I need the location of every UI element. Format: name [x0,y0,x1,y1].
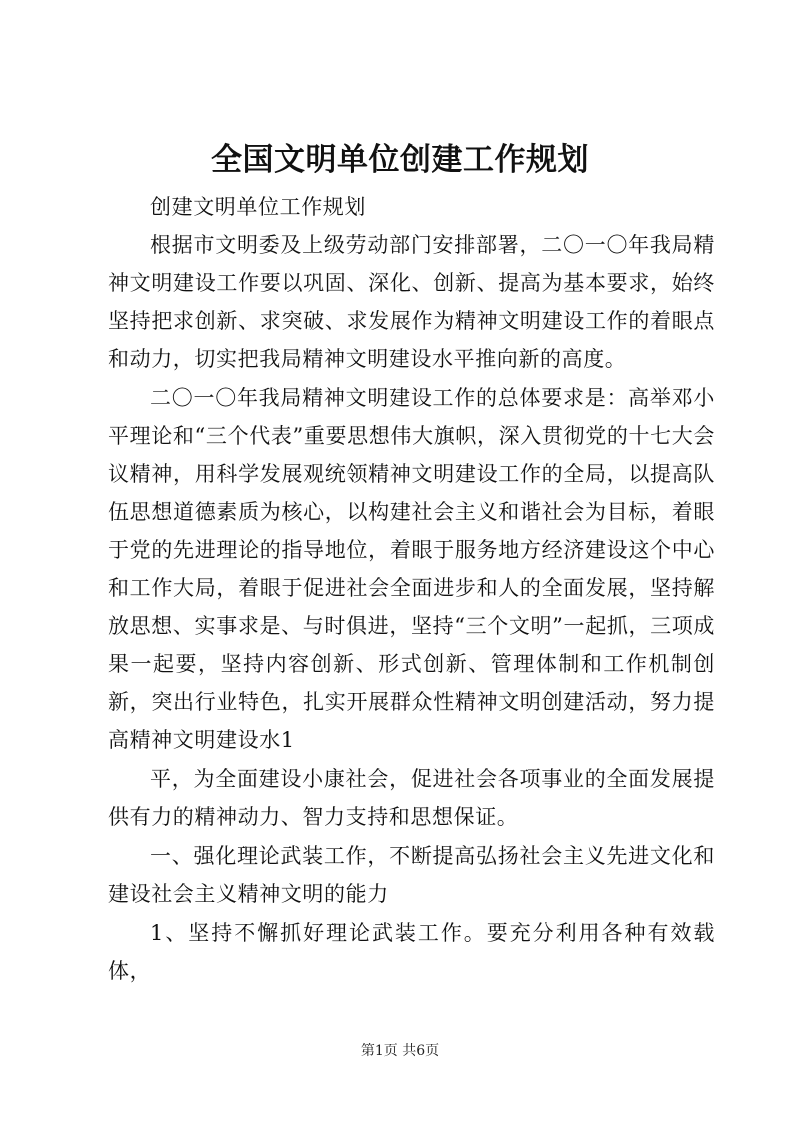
paragraph-requirements: 二〇一〇年我局精神文明建设工作的总体要求是：高举邓小平理论和“三个代表”重要思想伟大旗帜，深入贯彻党的十七大会议精神，用科学发展观统领精神文明建设工作的全局，以提高队伍思想道德素质为核心，以构建社会主义和谐社会为目标，着眼于党的先进理论的指导地位，着眼于服务地方经济建设这个中心和工作大局，着眼于促进社会全面进步和人的全面发展，坚持解放思想、实事求是、与时俱进，坚持“三个文明”一起抓，三项成果一起要，坚持内容创新、形式创新、管理体制和工作机制创新，突出行业特色，扎实开展群众性精神文明创建活动，努力提高精神文明建设水1 [108,386,715,752]
paragraph-continuation: 平，为全面建设小康社会，促进社会各项事业的全面发展提供有力的精神动力、智力支持和思想保证。 [108,767,715,829]
section-heading-1: 一、强化理论武装工作，不断提高弘扬社会主义先进文化和建设社会主义精神文明的能力 [108,844,715,906]
paragraph-subtitle: 创建文明单位工作规划 [150,195,366,219]
document-body [108,188,715,990]
paragraph-intro: 根据市文明委及上级劳动部门安排部署，二〇一〇年我局精神文明建设工作要以巩固、深化、创新、提高为基本要求，始终坚持把求创新、求突破、求发展作为精神文明建设工作的着眼点和动力，切实把我局精神文明建设水平推向新的高度。 [108,233,715,371]
paragraph-item-1: 1、坚持不懈抓好理论武装工作。要充分利用各种有效载体， [108,921,715,983]
page-footer: 第1页 共6页 [360,1043,440,1059]
document-title: 全国文明单位创建工作规划 [211,142,589,178]
